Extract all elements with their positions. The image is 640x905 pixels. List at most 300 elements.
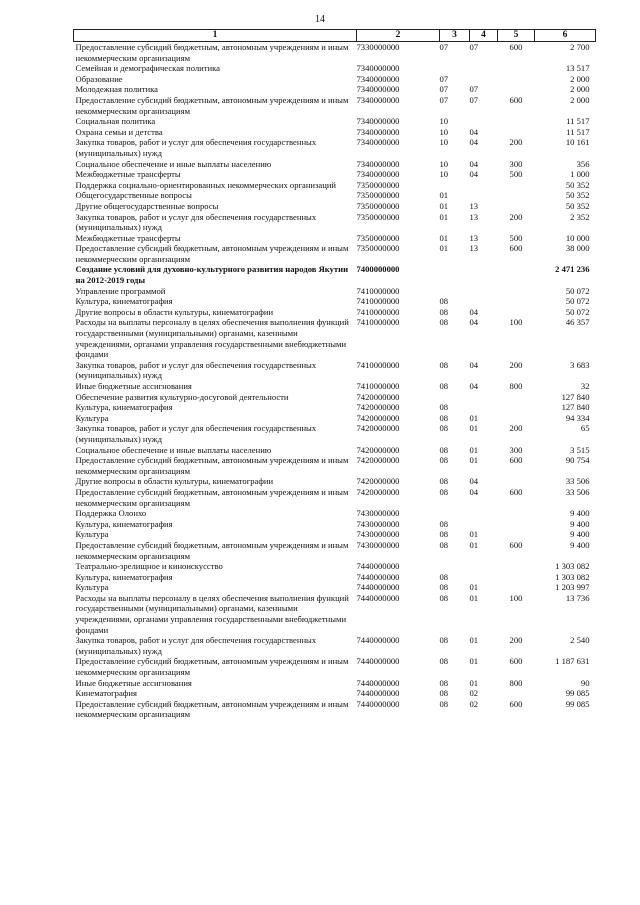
table-row (74, 413, 596, 424)
row-amount: 1 303 082 (555, 561, 590, 572)
row-subsection: 13 (469, 200, 479, 211)
row-subsection (470, 392, 498, 403)
row-code: 7420000000 (356, 402, 400, 413)
row-name: Социальная политика (75, 116, 156, 127)
row-code: 7440000000 (356, 688, 400, 699)
table-row (74, 487, 596, 508)
table-row (74, 63, 596, 74)
row-subsection: 02 (469, 688, 479, 699)
row-amount: 11 517 (566, 116, 590, 127)
row-code: 7350000000 (356, 179, 400, 190)
row-expense-type (498, 582, 535, 593)
row-code: 7330000000 (356, 42, 400, 52)
table-row (74, 264, 596, 285)
row-code: 7340000000 (356, 73, 400, 84)
row-subsection: 01 (469, 412, 479, 423)
row-section: 08 (439, 486, 449, 497)
row-amount: 2 700 (570, 42, 590, 52)
row-section: 08 (439, 571, 449, 582)
row-expense-type (498, 296, 535, 307)
row-expense-type: 600 (509, 243, 523, 254)
row-subsection: 04 (469, 317, 479, 328)
row-code: 7340000000 (356, 158, 400, 169)
row-expense-type (498, 127, 535, 138)
row-subsection: 01 (469, 656, 479, 667)
row-name: Управление программой (75, 285, 166, 296)
row-code: 7430000000 (356, 539, 400, 550)
row-amount: 65 (580, 423, 590, 434)
row-amount: 99 085 (565, 688, 590, 699)
row-code: 7440000000 (356, 656, 400, 667)
row-code: 7430000000 (356, 518, 400, 529)
row-section: 01 (439, 243, 449, 254)
row-section: 08 (439, 539, 449, 550)
row-subsection (470, 180, 498, 191)
table-body (74, 42, 596, 721)
row-name: Другие вопросы в области культуры, кинематографии (75, 476, 274, 487)
row-subsection (470, 264, 498, 285)
row-expense-type: 600 (509, 455, 523, 466)
table-row (74, 635, 596, 656)
row-subsection (470, 402, 498, 413)
table-row (74, 190, 596, 201)
table-row (74, 402, 596, 413)
row-code: 7410000000 (356, 317, 400, 328)
row-amount: 10 161 (565, 137, 590, 148)
row-expense-type (498, 84, 535, 95)
row-section: 01 (439, 232, 449, 243)
row-amount: 94 334 (565, 412, 590, 423)
row-amount: 50 352 (565, 190, 590, 201)
row-code: 7440000000 (356, 698, 400, 709)
table-row (74, 455, 596, 476)
row-section: 08 (439, 592, 449, 603)
row-code: 7420000000 (356, 412, 400, 423)
table-row (74, 243, 596, 264)
row-expense-type: 300 (509, 158, 523, 169)
row-expense-type: 300 (509, 444, 523, 455)
row-name: Театрально-зрелищное и киноискусство (75, 561, 223, 572)
row-name: Кинематография (75, 688, 137, 699)
row-code: 7340000000 (356, 94, 400, 105)
row-name: Предоставление субсидий бюджетным, автономным учреждениям и иным некоммерческим организациям (75, 539, 349, 561)
row-subsection (470, 190, 498, 201)
row-subsection: 04 (469, 137, 479, 148)
row-code: 7350000000 (356, 243, 400, 254)
row-amount: 3 515 (570, 444, 590, 455)
row-subsection (470, 561, 498, 572)
row-code: 7340000000 (356, 137, 400, 148)
row-expense-type (498, 286, 535, 297)
row-section: 07 (439, 73, 449, 84)
row-section: 10 (439, 137, 449, 148)
row-subsection: 07 (469, 84, 479, 95)
row-section: 08 (439, 306, 449, 317)
page-number: 14 (315, 14, 325, 25)
row-subsection: 01 (469, 582, 479, 593)
table-row (74, 307, 596, 318)
table-row (74, 84, 596, 95)
row-expense-type (498, 529, 535, 540)
row-code: 7420000000 (356, 455, 400, 466)
row-name: Культура, кинематография (75, 296, 173, 307)
row-subsection: 13 (469, 232, 479, 243)
row-amount: 356 (576, 158, 590, 169)
table-row (74, 137, 596, 158)
row-amount: 50 352 (565, 179, 590, 190)
row-expense-type: 200 (509, 635, 523, 646)
row-amount: 32 (580, 381, 590, 391)
row-expense-type (498, 116, 535, 127)
table-row (74, 519, 596, 530)
table-row (74, 593, 596, 635)
row-subsection: 04 (469, 486, 479, 497)
row-section: 08 (439, 476, 449, 487)
row-code: 7340000000 (356, 169, 400, 180)
row-code: 7420000000 (356, 486, 400, 497)
row-amount: 127 840 (561, 402, 590, 413)
row-amount: 13 517 (565, 63, 590, 74)
row-section: 07 (439, 94, 449, 105)
row-amount: 46 357 (565, 317, 590, 328)
table-row (74, 233, 596, 244)
row-expense-type: 500 (509, 232, 523, 243)
table-row (74, 476, 596, 487)
table-row (74, 392, 596, 403)
row-name: Предоставление субсидий бюджетным, автономным учреждениям и иным некоммерческим организациям (75, 656, 349, 678)
row-expense-type (498, 190, 535, 201)
row-subsection: 02 (469, 698, 479, 709)
column-header: 3 (440, 30, 470, 42)
row-section: 01 (439, 200, 449, 211)
row-subsection: 01 (469, 444, 479, 455)
row-code: 7400000000 (356, 264, 400, 275)
row-name: Предоставление субсидий бюджетным, автономным учреждениям и иным некоммерческим организациям (75, 94, 349, 116)
row-code: 7420000000 (356, 476, 400, 487)
row-name: Предоставление субсидий бюджетным, автономным учреждениям и иным некоммерческим организациям (75, 243, 349, 264)
row-amount: 1 187 631 (555, 656, 590, 667)
row-name: Семейная и демографическая политика (75, 63, 220, 74)
row-amount: 50 072 (565, 285, 590, 296)
row-section (440, 63, 470, 74)
row-amount: 9 400 (570, 518, 590, 529)
row-expense-type (498, 307, 535, 318)
table-row (74, 42, 596, 64)
row-expense-type: 100 (509, 592, 523, 603)
row-expense-type: 600 (509, 656, 523, 667)
row-section: 10 (439, 116, 449, 127)
row-name: Расходы на выплаты персоналу в целях обеспечения выполнения функций государственными (муниципальными) органами, казенными учреждениями, органами управления государственными внебюджетными фондами (75, 317, 349, 360)
table-row (74, 445, 596, 456)
row-subsection (470, 296, 498, 307)
table-row (74, 572, 596, 583)
row-subsection: 01 (469, 635, 479, 646)
row-name: Создание условий для духовно-культурного развития народов Якутии на 2012-2019 годы (75, 264, 349, 286)
row-name: Закупка товаров, работ и услуг для обеспечения государственных (муниципальных) нужд (75, 359, 317, 381)
row-subsection (470, 519, 498, 530)
row-name: Культура (75, 412, 109, 423)
row-subsection: 04 (469, 476, 479, 487)
row-subsection (470, 572, 498, 583)
row-amount: 90 754 (565, 455, 590, 466)
row-name: Закупка товаров, работ и услуг для обеспечения государственных (муниципальных) нужд (75, 137, 317, 158)
row-amount: 9 400 (570, 539, 590, 550)
row-amount: 10 000 (565, 232, 590, 243)
row-section: 10 (439, 158, 449, 169)
row-expense-type: 100 (509, 317, 523, 328)
row-expense-type: 600 (509, 698, 523, 709)
table-row (74, 95, 596, 116)
row-name: Социальное обеспечение и иные выплаты населению (75, 444, 272, 455)
table-row (74, 212, 596, 233)
row-amount: 9 400 (570, 529, 590, 540)
row-subsection: 01 (469, 423, 479, 434)
row-subsection: 01 (469, 677, 479, 688)
row-amount: 99 085 (565, 698, 590, 709)
row-expense-type: 800 (509, 677, 523, 688)
row-expense-type (498, 201, 535, 212)
row-amount: 33 506 (565, 476, 590, 487)
table-row (74, 688, 596, 699)
row-subsection (470, 508, 498, 519)
row-name: Обеспечение развития культурно-досуговой деятельности (75, 391, 289, 402)
row-amount: 2 352 (570, 211, 590, 222)
row-name: Культура, кинематография (75, 518, 173, 529)
row-code: 7420000000 (356, 391, 400, 402)
table-row (74, 127, 596, 138)
row-section: 07 (439, 84, 449, 95)
row-subsection: 04 (469, 126, 479, 137)
row-code: 7410000000 (356, 285, 400, 296)
table-row (74, 360, 596, 381)
row-amount: 1 203 997 (555, 582, 590, 593)
row-section: 08 (439, 359, 449, 370)
table-row (74, 116, 596, 127)
row-expense-type: 200 (509, 137, 523, 148)
row-section: 08 (439, 656, 449, 667)
row-amount: 3 683 (570, 359, 590, 370)
row-amount: 2 000 (570, 84, 590, 95)
row-name: Охрана семьи и детства (75, 126, 163, 137)
row-subsection: 07 (469, 42, 479, 52)
row-section: 01 (439, 190, 449, 201)
row-section: 08 (439, 381, 449, 391)
row-amount: 50 072 (565, 296, 590, 307)
column-header: 1 (74, 30, 357, 42)
row-name: Поддержка социально-ориентированных некоммерческих организаций (75, 179, 337, 190)
column-header: 4 (470, 30, 498, 42)
row-name: Иные бюджетные ассигнования (75, 677, 192, 688)
table-row (74, 317, 596, 359)
row-subsection: 04 (469, 169, 479, 180)
row-section: 08 (439, 518, 449, 529)
row-name: Предоставление субсидий бюджетным, автономным учреждениям и иным некоммерческим организациям (75, 42, 349, 63)
row-code: 7350000000 (356, 190, 400, 201)
row-code: 7430000000 (356, 529, 400, 540)
row-name: Межбюджетные трансферты (75, 169, 181, 180)
row-amount: 13 736 (565, 592, 590, 603)
row-subsection: 01 (469, 455, 479, 466)
row-expense-type (498, 561, 535, 572)
row-name: Предоставление субсидий бюджетным, автономным учреждениям и иным некоммерческим организациям (75, 486, 349, 508)
row-expense-type (498, 476, 535, 487)
row-code: 7350000000 (356, 232, 400, 243)
row-amount: 11 517 (566, 126, 590, 137)
row-section: 01 (439, 211, 449, 222)
row-subsection (470, 286, 498, 297)
row-name: Расходы на выплаты персоналу в целях обеспечения выполнения функций государственными (муниципальными) органами, казенными учреждениями, органами управления государственными внебюджетными фондами (75, 592, 349, 635)
row-code: 7340000000 (356, 84, 400, 95)
row-code: 7440000000 (356, 571, 400, 582)
row-name: Культура, кинематография (75, 571, 173, 582)
row-section: 08 (439, 444, 449, 455)
table-row (74, 180, 596, 191)
table-row (74, 699, 596, 720)
row-name: Другие общегосударственные вопросы (75, 200, 219, 211)
table-row (74, 561, 596, 572)
row-section: 08 (439, 677, 449, 688)
row-section: 08 (439, 635, 449, 646)
table-row (74, 678, 596, 689)
row-section: 08 (439, 688, 449, 699)
row-name: Закупка товаров, работ и услуг для обеспечения государственных (муниципальных) нужд (75, 423, 317, 444)
table-row (74, 656, 596, 677)
row-subsection (470, 74, 498, 85)
row-name: Межбюджетные трансферты (75, 232, 181, 243)
row-code: 7340000000 (356, 126, 400, 137)
column-header: 6 (535, 30, 596, 42)
row-name: Общегосударственные вопросы (75, 190, 192, 201)
row-name: Культура, кинематография (75, 402, 173, 413)
row-section: 07 (439, 42, 449, 52)
row-section: 08 (439, 423, 449, 434)
row-code: 7440000000 (356, 561, 400, 572)
row-subsection: 13 (469, 211, 479, 222)
row-code: 7350000000 (356, 211, 400, 222)
row-name: Культура (75, 582, 109, 593)
row-expense-type (498, 180, 535, 191)
row-section: 08 (439, 317, 449, 328)
table-row (74, 74, 596, 85)
row-section: 10 (439, 169, 449, 180)
row-expense-type (498, 519, 535, 530)
row-expense-type (498, 402, 535, 413)
row-expense-type (498, 508, 535, 519)
table-header (74, 30, 596, 42)
row-subsection (470, 63, 498, 74)
row-section (440, 180, 470, 191)
row-expense-type (498, 392, 535, 403)
row-name: Поддержка Олонхо (75, 508, 147, 519)
row-subsection: 04 (469, 306, 479, 317)
row-amount: 90 (580, 677, 590, 688)
table-row (74, 381, 596, 392)
table-row (74, 169, 596, 180)
row-name: Молодежная политика (75, 84, 158, 95)
table-row (74, 540, 596, 561)
row-amount: 2 000 (570, 94, 590, 105)
row-expense-type (498, 688, 535, 699)
row-section: 08 (439, 402, 449, 413)
row-name: Иные бюджетные ассигнования (75, 381, 192, 391)
row-code: 7410000000 (356, 306, 400, 317)
row-subsection: 01 (469, 529, 479, 540)
row-expense-type: 200 (509, 211, 523, 222)
row-subsection: 04 (469, 381, 479, 391)
row-code: 7440000000 (356, 635, 400, 646)
row-amount: 50 352 (565, 200, 590, 211)
row-section: 08 (439, 412, 449, 423)
row-name: Предоставление субсидий бюджетным, автономным учреждениям и иным некоммерческим организациям (75, 455, 349, 476)
row-section: 08 (439, 455, 449, 466)
row-amount: 9 400 (570, 508, 590, 519)
table-row (74, 423, 596, 444)
row-amount: 2 471 236 (555, 264, 590, 275)
row-code: 7420000000 (356, 444, 400, 455)
row-subsection: 13 (469, 243, 479, 254)
row-code: 7420000000 (356, 423, 400, 434)
row-code: 7430000000 (356, 508, 400, 519)
row-expense-type: 600 (509, 486, 523, 497)
row-amount: 2 540 (570, 635, 590, 646)
row-amount: 38 000 (565, 243, 590, 254)
row-code: 7410000000 (356, 296, 400, 307)
row-subsection: 04 (469, 158, 479, 169)
row-section (440, 286, 470, 297)
row-code: 7440000000 (356, 582, 400, 593)
table-row (74, 508, 596, 519)
row-expense-type (498, 264, 535, 285)
row-section: 08 (439, 296, 449, 307)
row-amount: 33 506 (565, 486, 590, 497)
row-section (440, 508, 470, 519)
row-expense-type: 600 (509, 94, 523, 105)
row-subsection: 07 (469, 94, 479, 105)
row-code: 7350000000 (356, 200, 400, 211)
table-row (74, 286, 596, 297)
row-subsection: 01 (469, 539, 479, 550)
row-name: Другие вопросы в области культуры, кинематографии (75, 306, 274, 317)
row-section: 08 (439, 582, 449, 593)
row-expense-type: 800 (509, 381, 523, 391)
row-section (440, 264, 470, 285)
row-section: 08 (439, 529, 449, 540)
table-row (74, 582, 596, 593)
row-subsection (470, 116, 498, 127)
row-expense-type (498, 572, 535, 583)
row-subsection: 04 (469, 359, 479, 370)
row-expense-type: 600 (509, 42, 523, 52)
row-name: Предоставление субсидий бюджетным, автономным учреждениям и иным некоммерческим организациям (75, 698, 349, 720)
row-name: Культура (75, 529, 109, 540)
column-header: 5 (498, 30, 535, 42)
row-name: Закупка товаров, работ и услуг для обеспечения государственных (муниципальных) нужд (75, 635, 317, 656)
row-amount: 1 303 082 (555, 571, 590, 582)
row-expense-type (498, 74, 535, 85)
table-row (74, 159, 596, 170)
row-name: Закупка товаров, работ и услуг для обеспечения государственных (муниципальных) нужд (75, 211, 317, 233)
row-code: 7340000000 (356, 116, 400, 127)
row-amount: 1 000 (570, 169, 590, 180)
column-header: 2 (357, 30, 440, 42)
row-section: 08 (439, 698, 449, 709)
row-code: 7410000000 (356, 381, 400, 391)
row-name: Социальное обеспечение и иные выплаты населению (75, 158, 272, 169)
row-expense-type (498, 63, 535, 74)
budget-table (73, 29, 595, 720)
row-subsection: 01 (469, 592, 479, 603)
table-row (74, 529, 596, 540)
